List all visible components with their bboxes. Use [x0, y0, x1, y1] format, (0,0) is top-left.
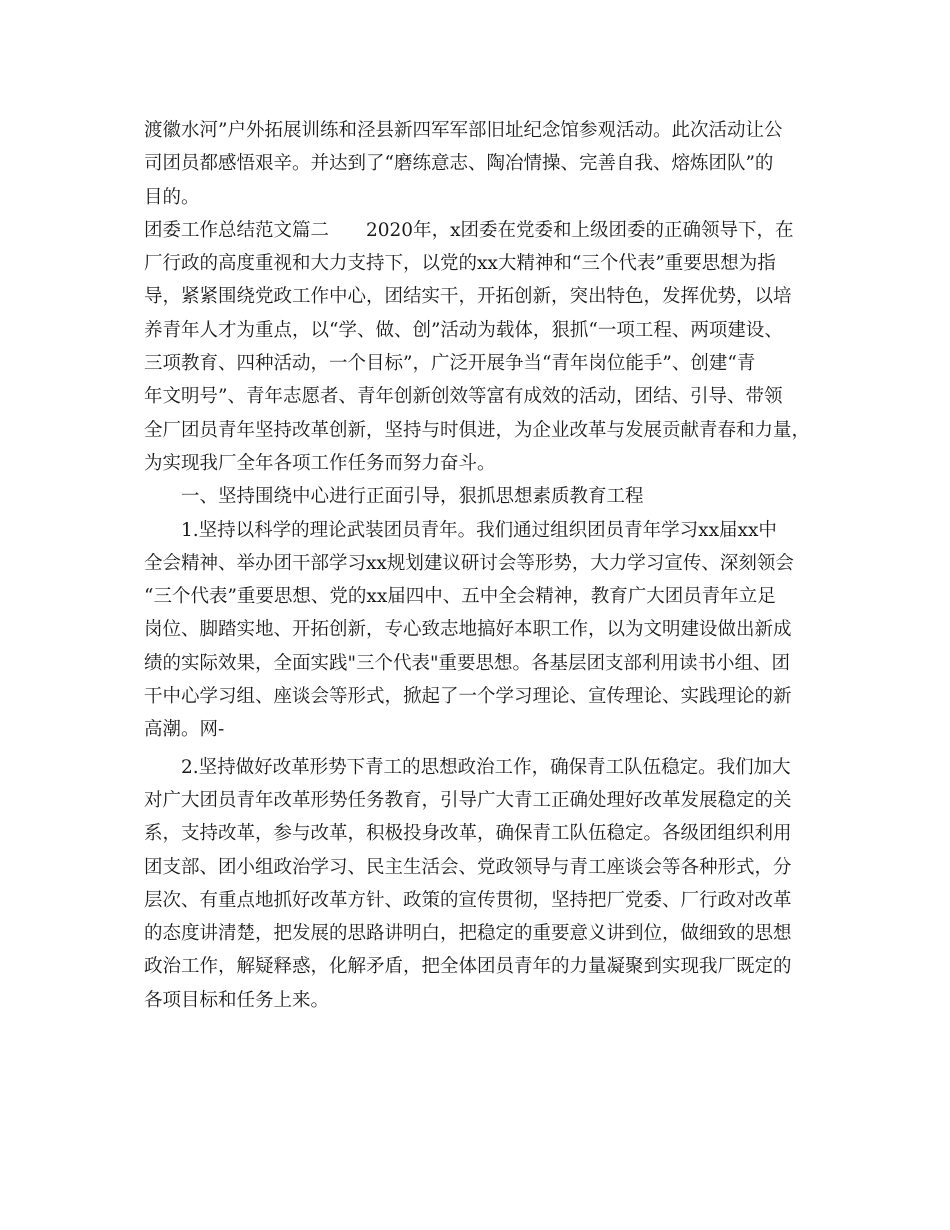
- text-line: 年文明号”、青年志愿者、青年创新创效等富有成效的活动，团结、引导、带领: [144, 386, 783, 408]
- text-line: 全会精神、举办团干部学习xx规划建议研讨会等形势，大力学习宣传、深刻领会: [144, 552, 794, 574]
- text-line: 各项目标和任务上来。: [144, 989, 330, 1011]
- text-line: 一、坚持围绕中心进行正面引导，狠抓思想素质教育工程: [181, 486, 644, 508]
- text-line: 团委工作总结范文篇二 2020年，x团委在党委和上级团委的正确领导下，在: [144, 219, 794, 241]
- text-line: “三个代表”重要思想、党的xx届四中、五中全会精神，教育广大团员青年立足: [144, 586, 776, 608]
- text-line: 系，支持改革，参与改革，积极投身改革，确保青工队伍稳定。各级团组织利用: [144, 823, 792, 845]
- text-line: 团支部、团小组政治学习、民主生活会、党政领导与青工座谈会等各种形式，分: [144, 856, 792, 878]
- text-line: 的态度讲清楚，把发展的思路讲明白，把稳定的重要意义讲到位，做细致的思想: [144, 923, 792, 945]
- text-line: 三项教育、四种活动，一个目标”，广泛开展争当“青年岗位能手”、创建“青: [144, 353, 756, 375]
- text-line: 导，紧紧围绕党政工作中心，团结实干，开拓创新，突出特色，发挥优势，以培: [144, 286, 792, 308]
- text-line: 渡徽水河”户外拓展训练和泾县新四军军部旧址纪念馆参观活动。此次活动让公: [144, 120, 783, 141]
- document-body: [144, 114, 811, 1017]
- text-line: 高潮。网-: [144, 719, 225, 741]
- text-line: 全厂团员青年坚持改革创新，坚持与时俱进，为企业改革与发展贡献青春和力量，: [144, 419, 811, 441]
- text-line: 1.坚持以科学的理论武装团员青年。我们通过组织团员青年学习xx届xx中: [181, 519, 777, 541]
- text-line: 2.坚持做好改革形势下青工的思想政治工作，确保青工队伍稳定。我们加大: [181, 756, 791, 778]
- text-line: 政治工作，解疑释惑，化解矛盾，把全体团员青年的力量凝聚到实现我厂既定的: [144, 956, 792, 978]
- text-line: 目的。: [144, 186, 200, 208]
- text-line: 干中心学习组、座谈会等形式，掀起了一个学习理论、宣传理论、实践理论的新: [144, 686, 792, 708]
- text-line: 司团员都感悟艰辛。并达到了“磨练意志、陶冶情操、完善自我、熔炼团队”的: [144, 153, 774, 175]
- text-line: 层次、有重点地抓好改革方针、政策的宣传贯彻，坚持把厂党委、厂行政对改革: [144, 889, 792, 911]
- text-line: 养青年人才为重点，以“学、做、创”活动为载体，狠抓“一项工程、两项建设、: [144, 319, 783, 341]
- text-line: 为实现我厂全年各项工作任务而努力奋斗。: [144, 452, 496, 474]
- text-line: 岗位、脚踏实地、开拓创新，专心致志地搞好本职工作，以为文明建设做出新成: [144, 619, 792, 641]
- text-line: 对广大团员青年改革形势任务教育，引导广大青工正确处理好改革发展稳定的关: [144, 789, 792, 811]
- text-line: 绩的实际效果，全面实践"三个代表"重要思想。各基层团支部利用读书小组、团: [144, 652, 791, 674]
- text-line: 厂行政的高度重视和大力支持下，以党的xx大精神和“三个代表”重要思想为指: [144, 253, 776, 275]
